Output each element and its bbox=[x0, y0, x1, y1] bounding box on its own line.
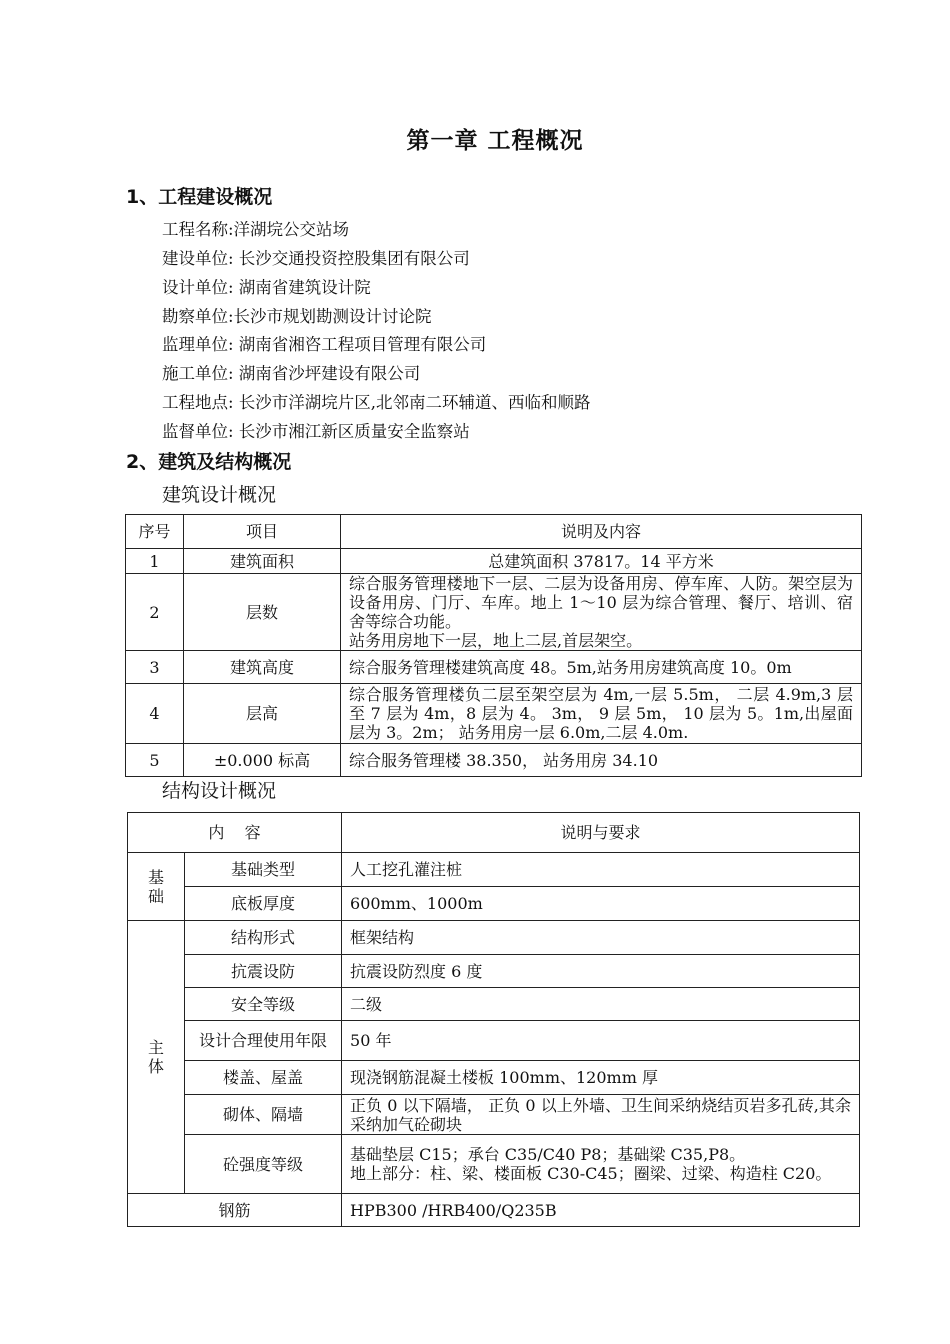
row-item: 底板厚度 bbox=[185, 887, 342, 921]
row-desc: 总建筑面积 37817。14 平方米 bbox=[341, 549, 862, 574]
row-desc: 正负 0 以下隔墙， 正负 0 以上外墙、卫生间采纳烧结页岩多孔砖,其余采纳加气砼砌块 bbox=[342, 1095, 860, 1135]
row-desc bbox=[342, 1135, 860, 1194]
row-no: 2 bbox=[126, 574, 184, 651]
table-row bbox=[126, 574, 862, 651]
row-no: 3 bbox=[126, 651, 184, 684]
row-item: 楼盖、屋盖 bbox=[185, 1061, 342, 1095]
row-desc: 600mm、1000m bbox=[342, 887, 860, 921]
structure-table bbox=[127, 812, 860, 1227]
section2-heading: 2、建筑及结构概况 bbox=[126, 451, 292, 473]
row-desc: 综合服务管理楼建筑高度 48。5m,站务用房建筑高度 10。0m bbox=[341, 651, 862, 684]
header-desc: 说明与要求 bbox=[342, 813, 860, 853]
row-desc-line: 站务用房地下一层，地上二层,首层架空。 bbox=[349, 631, 643, 650]
row-item: 层数 bbox=[184, 574, 341, 651]
table-row bbox=[128, 921, 860, 955]
header-item: 项目 bbox=[184, 515, 341, 549]
row-desc: 综合服务管理楼 38.350， 站务用房 34.10 bbox=[341, 744, 862, 777]
location-line: 工程地点: 长沙市洋湖垸片区,北邻南二环辅道、西临和顺路 bbox=[162, 393, 591, 412]
rebar-desc: HPB300 /HRB400/Q235B bbox=[342, 1194, 860, 1227]
row-desc: 人工挖孔灌注桩 bbox=[342, 853, 860, 887]
table-row bbox=[128, 1095, 860, 1135]
row-desc-line: 基础垫层 C15；承台 C35/C40 P8；基础梁 C35,P8。 bbox=[350, 1145, 746, 1164]
row-desc: 抗震设防烈度 6 度 bbox=[342, 955, 860, 988]
group-main bbox=[128, 921, 185, 1194]
section1-heading: 1、工程建设概况 bbox=[126, 186, 273, 208]
row-item: 建筑面积 bbox=[184, 549, 341, 574]
row-item: 设计合理使用年限 bbox=[185, 1021, 342, 1061]
group-foundation bbox=[128, 853, 185, 921]
chapter-title: 第一章 工程概况 bbox=[406, 128, 584, 154]
row-item: 砌体、隔墙 bbox=[185, 1095, 342, 1135]
contractor-line: 施工单位: 湖南省沙坪建设有限公司 bbox=[162, 364, 421, 383]
arch-table-title: 建筑设计概况 bbox=[162, 484, 277, 506]
row-desc: 现浇钢筋混凝土楼板 100mm、120mm 厚 bbox=[342, 1061, 860, 1095]
row-desc: 框架结构 bbox=[342, 921, 860, 955]
row-desc: 50 年 bbox=[342, 1021, 860, 1061]
table-header-row bbox=[128, 813, 860, 853]
row-item: 建筑高度 bbox=[184, 651, 341, 684]
table-row bbox=[128, 853, 860, 887]
survey-line: 勘察单位:长沙市规划勘测设计讨论院 bbox=[162, 307, 432, 326]
table-row bbox=[126, 549, 862, 574]
row-desc: 二级 bbox=[342, 988, 860, 1021]
table-header-row bbox=[126, 515, 862, 549]
table-row bbox=[128, 1021, 860, 1061]
row-desc-line: 地上部分：柱、梁、楼面板 C30-C45；圈梁、过梁、构造柱 C20。 bbox=[350, 1164, 832, 1183]
table-row bbox=[128, 1194, 860, 1227]
table-row bbox=[128, 887, 860, 921]
row-desc: 综合服务管理楼负二层至架空层为 4m,一层 5.5m， 二层 4.9m,3 层至 7 层为 4m，8 层为 4。 3m， 9 层 5m， 10 层为 5。1m,出屋面层为 3。2m； 站务用房一层 6.0m,二层 4.0m. bbox=[341, 684, 862, 744]
row-item: ±0.000 标高 bbox=[184, 744, 341, 777]
row-no: 1 bbox=[126, 549, 184, 574]
rebar-item: 钢筋 bbox=[128, 1194, 342, 1227]
row-no: 4 bbox=[126, 684, 184, 744]
group-main-label: 主体 bbox=[147, 1038, 164, 1076]
row-item: 基础类型 bbox=[185, 853, 342, 887]
project-name-line: 工程名称:洋湖垸公交站场 bbox=[162, 220, 350, 239]
table-row bbox=[128, 1135, 860, 1194]
developer-line: 建设单位: 长沙交通投资控股集团有限公司 bbox=[162, 249, 470, 268]
row-desc-line: 综合服务管理楼地下一层、二层为设备用房、停车库、人防。架空层为设备用房、门厅、车库。地上 1～10 层为综合管理、餐厅、培训、宿舍等综合功能。 bbox=[349, 574, 853, 631]
group-foundation-label: 基础 bbox=[147, 867, 164, 906]
inspection-line: 监督单位: 长沙市湘江新区质量安全监察站 bbox=[162, 422, 470, 441]
row-item: 安全等级 bbox=[185, 988, 342, 1021]
struct-table-title: 结构设计概况 bbox=[162, 780, 277, 802]
table-row bbox=[126, 651, 862, 684]
row-item: 砼强度等级 bbox=[185, 1135, 342, 1194]
supervisor-line: 监理单位: 湖南省湘咨工程项目管理有限公司 bbox=[162, 335, 487, 354]
row-item: 层高 bbox=[184, 684, 341, 744]
table-row bbox=[128, 988, 860, 1021]
table-row bbox=[126, 684, 862, 744]
header-content: 内 容 bbox=[128, 813, 342, 853]
table-row bbox=[126, 744, 862, 777]
designer-line: 设计单位: 湖南省建筑设计院 bbox=[162, 278, 371, 297]
row-item: 结构形式 bbox=[185, 921, 342, 955]
architecture-table bbox=[125, 514, 862, 777]
header-desc: 说明及内容 bbox=[341, 515, 862, 549]
header-no: 序号 bbox=[126, 515, 184, 549]
row-no: 5 bbox=[126, 744, 184, 777]
row-desc bbox=[341, 574, 862, 651]
row-item: 抗震设防 bbox=[185, 955, 342, 988]
table-row bbox=[128, 1061, 860, 1095]
table-row bbox=[128, 955, 860, 988]
